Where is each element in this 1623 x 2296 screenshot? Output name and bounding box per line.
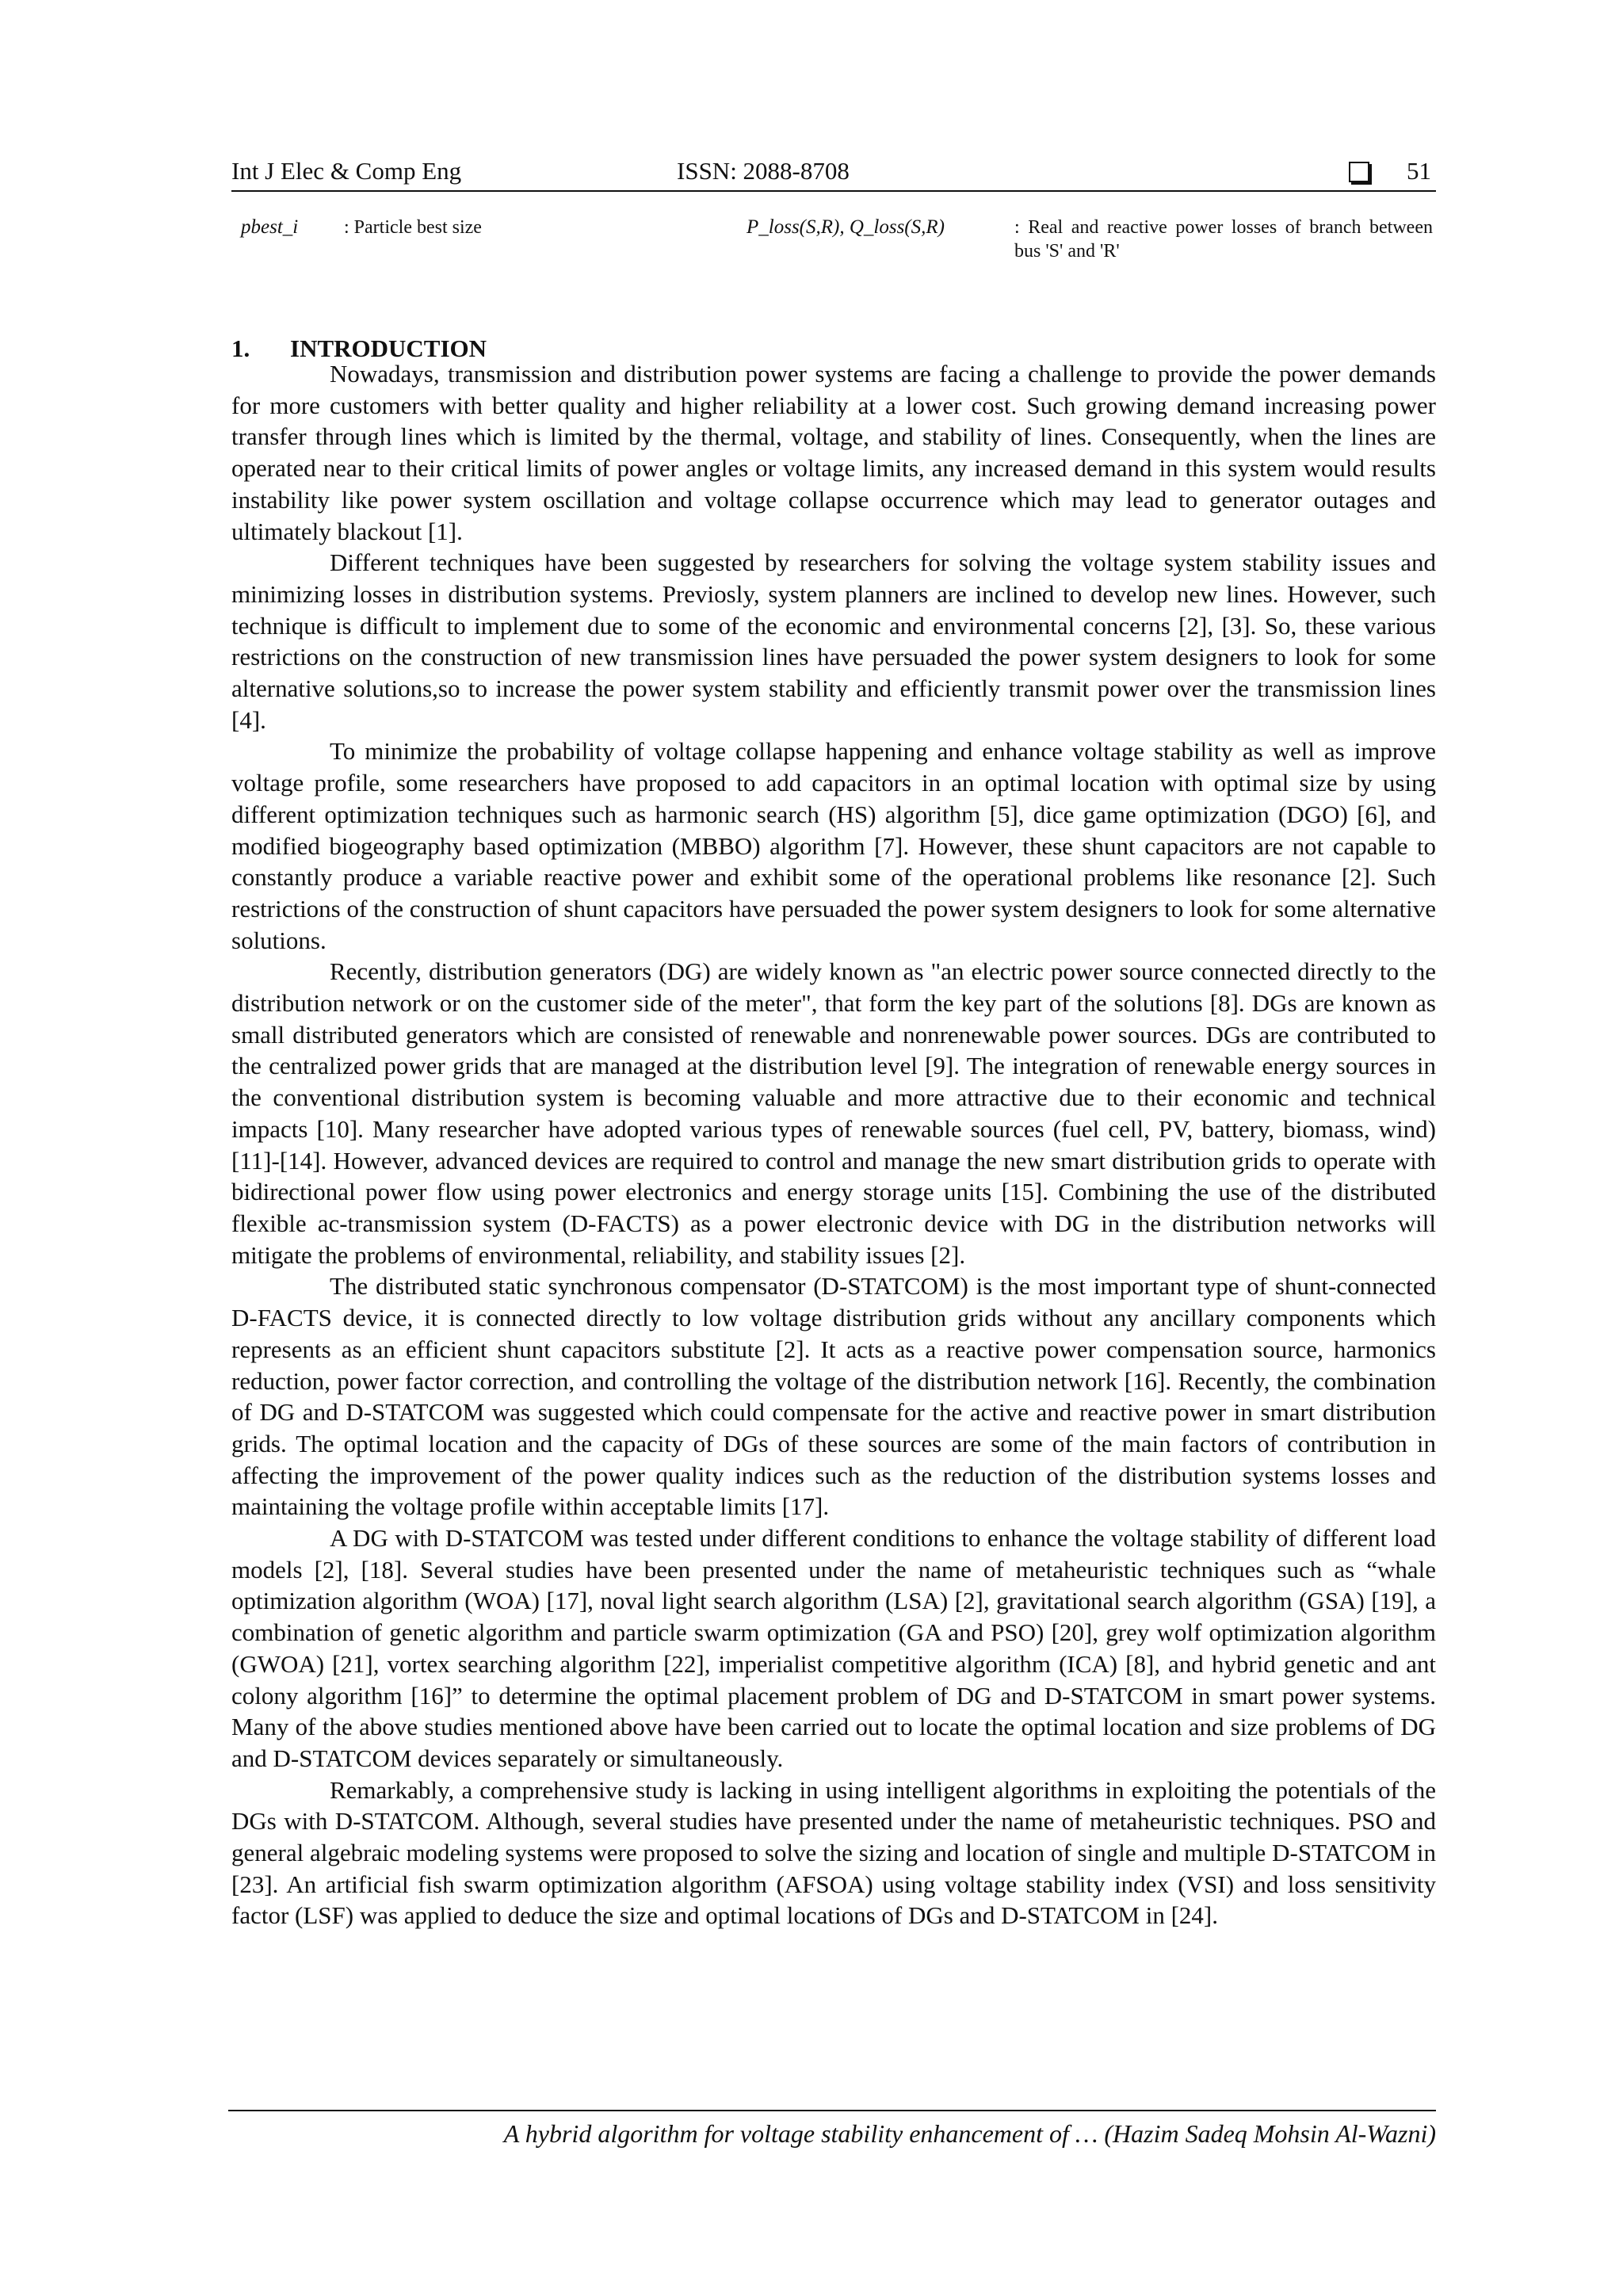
- introduction-body: [231, 358, 1436, 1931]
- nomenclature-desc-ploss: : Real and reactive power losses of branch between bus 'S' and 'R': [1014, 217, 1433, 262]
- symbol-ploss-qloss: P_loss(S,R), Q_loss(S,R): [747, 216, 945, 238]
- paragraph: Different techniques have been suggested by researchers for solving the voltage system stability issues and minimizing losses in distribution systems. Previosly, system planners are inclined to develop new lines. However, such technique is difficult to implement due to some of the economic and environmental concerns [2], [3]. So, these various restrictions on the construction of new transmission lines have persuaded the power system designers to look for some alternative solutions,so to increase the power system stability and efficiently transmit power over the transmission lines [4].: [231, 548, 1436, 734]
- paragraph: The distributed static synchronous compensator (D-STATCOM) is the most important type of shunt-connected D-FACTS device, it is connected directly to low voltage distribution grids without any ancillary components which represents as an efficient shunt capacitors substitute [2]. It acts as a reactive power compensation source, harmonics reduction, power factor correction, and controlling the voltage of the distribution network [16]. Recently, the combination of DG and D-STATCOM was suggested which could compensate for the active and reactive power in smart distribution grids. The optimal location and the capacity of DGs of these sources are some of the main factors of contribution in affecting the improvement of the power quality indices such as the reduction of the distribution systems losses and maintaining the voltage profile within acceptable limits [17].: [231, 1272, 1436, 1521]
- journal-name: Int J Elec & Comp Eng: [231, 157, 462, 185]
- nomenclature-symbol-ploss: [747, 216, 1016, 239]
- checkbox-square-icon: [1349, 162, 1369, 182]
- running-footer: A hybrid algorithm for voltage stability enhancement of … (Hazim Sadeq Mohsin Al-Wazni): [503, 2119, 1436, 2148]
- nomenclature-symbol-pbest: [241, 216, 344, 239]
- section-title: INTRODUCTION: [290, 334, 487, 362]
- issn: ISSN: 2088-8708: [677, 157, 850, 185]
- running-header: [231, 155, 1436, 192]
- paragraph: A DG with D-STATCOM was tested under different conditions to enhance the voltage stability of different load models [2], [18]. Several studies have been presented under the name of metaheuristic techniques such as “whale optimization algorithm (WOA) [17], noval light search algorithm (LSA) [2], gravitational search algorithm (GSA) [19], a combination of genetic algorithm and particle swarm optimization (GA and PSO) [20], grey wolf optimization algorithm (GWOA) [21], vortex searching algorithm [22], imperialist competitive algorithm (ICA) [8], and hybrid genetic and ant colony algorithm [16]” to determine the optimal placement problem of DG and D-STATCOM in smart power systems. Many of the above studies mentioned above have been carried out to locate the optimal location and size problems of DG and D-STATCOM devices separately or simultaneously.: [231, 1524, 1436, 1772]
- nomenclature-desc-pbest: : Particle best size: [344, 217, 482, 238]
- page-number: 51: [1407, 157, 1431, 185]
- section-number: 1.: [231, 334, 250, 362]
- symbol-pbest: pbest_i: [241, 216, 299, 238]
- header-rule: [231, 190, 1436, 192]
- paragraph: To minimize the probability of voltage collapse happening and enhance voltage stability as well as improve voltage profile, some researchers have proposed to add capacitors in an optimal location with optimal size by using different optimization techniques such as harmonic search (HS) algorithm [5], dice game optimization (DGO) [6], and modified biogeography based optimization (MBBO) algorithm [7]. However, these shunt capacitors are not capable to constantly produce a variable reactive power and exhibit some of the operational problems like resonance [2]. Such restrictions of the construction of shunt capacitors have persuaded the power system designers to look for some alternative solutions.: [231, 737, 1436, 954]
- paragraph: Nowadays, transmission and distribution power systems are facing a challenge to provide the power demands for more customers with better quality and higher reliability at a lower cost. Such growing demand increasing power transfer through lines which is limited by the thermal, voltage, and stability of lines. Consequently, when the lines are operated near to their critical limits of power angles or voltage limits, any increased demand in this system would results instability like power system oscillation and voltage collapse occurrence which may lead to generator outages and ultimately blackout [1].: [231, 360, 1436, 545]
- footer-rule: [228, 2110, 1436, 2111]
- paragraph: Remarkably, a comprehensive study is lacking in using intelligent algorithms in exploiting the potentials of the DGs with D-STATCOM. Although, several studies have presented under the name of metaheuristic techniques. PSO and general algebraic modeling systems were proposed to solve the sizing and location of single and multiple D-STATCOM in [23]. An artificial fish swarm optimization algorithm (AFSOA) using voltage stability index (VSI) and loss sensitivity factor (LSF) was applied to deduce the size and optimal locations of DGs and D-STATCOM in [24].: [231, 1775, 1436, 1930]
- paragraph: Recently, distribution generators (DG) are widely known as "an electric power source connected directly to the distribution network or on the customer side of the meter", that form the key part of the solutions [8]. DGs are known as small distributed generators which are consisted of renewable and nonrenewable power sources. DGs are contributed to the centralized power grids that are managed at the distribution level [9]. The integration of renewable energy sources in the conventional distribution system is becoming valuable and more attractive due to their economic and technical impacts [10]. Many researcher have adopted various types of renewable sources (fuel cell, PV, battery, biomass, wind) [11]-[14]. However, advanced devices are required to control and manage the new smart distribution grids to operate with bidirectional power flow using power electronics and energy storage units [15]. Combining the use of the distributed flexible ac-transmission system (D-FACTS) as a power electronic device with DG in the distribution networks will mitigate the problems of environmental, reliability, and stability issues [2].: [231, 957, 1436, 1269]
